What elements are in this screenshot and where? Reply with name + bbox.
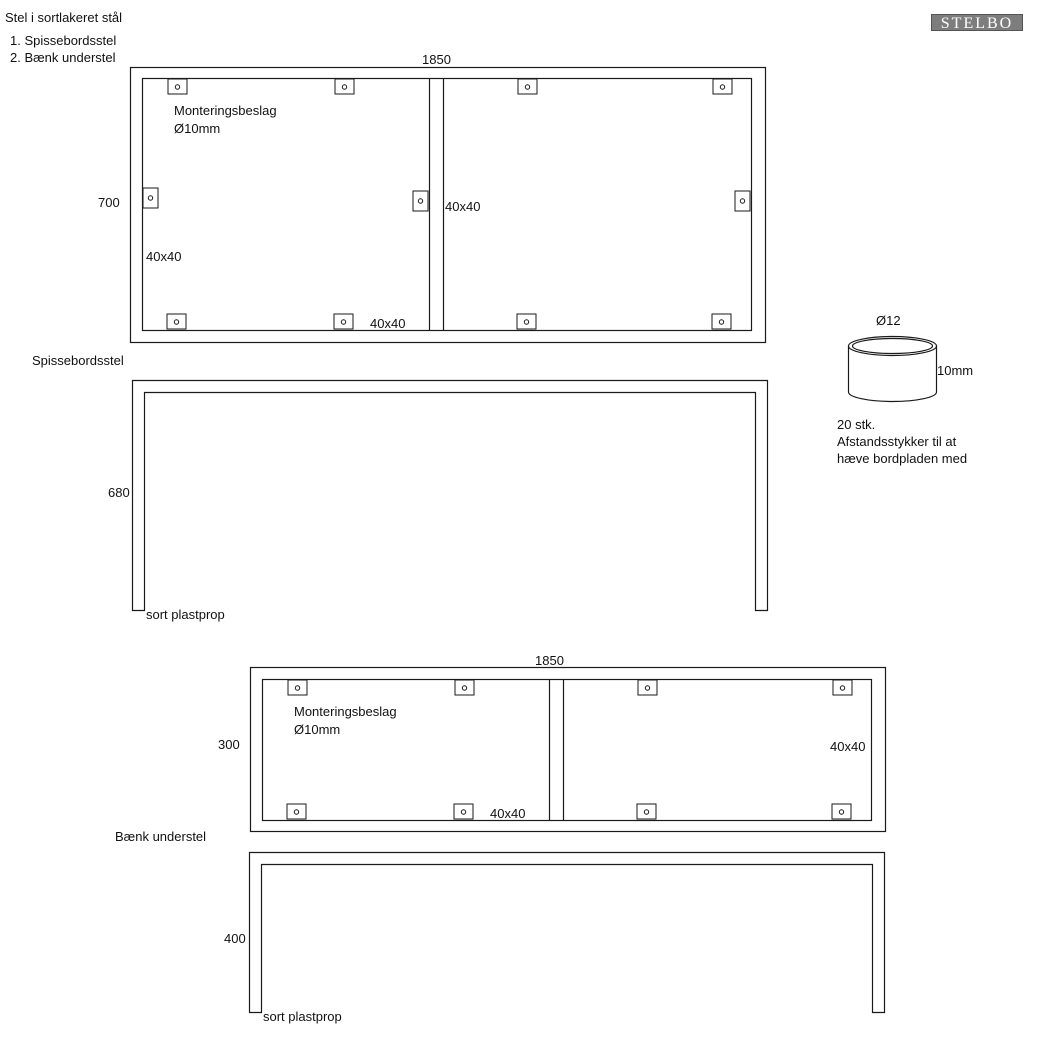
mounting-bracket (413, 191, 428, 211)
mounting-bracket (288, 680, 307, 695)
mounting-bracket (518, 79, 537, 94)
bench-bracket-hole: Ø10mm (294, 722, 341, 737)
mounting-bracket (335, 79, 354, 94)
bench-bracket-label: Monteringsbeslag (294, 704, 397, 719)
table-bracket-label: Monteringsbeslag (174, 103, 277, 118)
mounting-bracket (735, 191, 750, 211)
bench-side-view (250, 853, 885, 1013)
list-item-baenk-understel: 2. Bænk understel (10, 50, 116, 65)
bench-profile-right: 40x40 (830, 739, 866, 754)
table-profile-bottom: 40x40 (370, 316, 406, 331)
mounting-bracket (833, 680, 852, 695)
spacer-cylinder (849, 337, 937, 402)
mounting-bracket (287, 804, 306, 819)
table-profile-center: 40x40 (445, 199, 481, 214)
mounting-bracket (712, 314, 731, 329)
bench-height-dimension: 400 (224, 931, 246, 946)
stelbo-logo: STELBO (931, 14, 1023, 31)
table-side-view (133, 381, 768, 611)
mounting-bracket (638, 680, 657, 695)
table-bracket-hole: Ø10mm (174, 121, 221, 136)
mounting-bracket (832, 804, 851, 819)
mounting-bracket (454, 804, 473, 819)
bench-section-title: Bænk understel (115, 829, 207, 844)
spacer-height: 10mm (937, 363, 974, 378)
table-depth-dimension: 700 (98, 195, 120, 210)
table-foot-label: sort plastprop (146, 607, 225, 622)
spacer-count: 20 stk. (837, 417, 876, 432)
table-width-dimension: 1850 (422, 52, 451, 67)
spacer-description-line2: hæve bordpladen med (837, 451, 968, 466)
list-item-spissebordsstel: 1. Spissebordsstel (10, 33, 117, 48)
mounting-bracket (637, 804, 656, 819)
mounting-bracket (167, 314, 186, 329)
bench-mounting-brackets (287, 680, 852, 819)
mounting-bracket (334, 314, 353, 329)
mounting-bracket (455, 680, 474, 695)
mounting-bracket (713, 79, 732, 94)
spacer-diameter: Ø12 (876, 313, 901, 328)
bench-depth-dimension: 300 (218, 737, 240, 752)
drawing-title: Stel i sortlakeret stål (5, 10, 123, 25)
bench-foot-label: sort plastprop (263, 1009, 342, 1024)
table-section-title: Spissebordsstel (32, 353, 124, 368)
table-height-dimension: 680 (108, 485, 130, 500)
bench-width-dimension: 1850 (535, 653, 564, 668)
bench-top-view (251, 668, 886, 832)
bench-profile-bottom: 40x40 (490, 806, 526, 821)
mounting-bracket (517, 314, 536, 329)
mounting-bracket (143, 188, 158, 208)
table-profile-left: 40x40 (146, 249, 182, 264)
spacer-description-line1: Afstandsstykker til at (837, 434, 957, 449)
mounting-bracket (168, 79, 187, 94)
